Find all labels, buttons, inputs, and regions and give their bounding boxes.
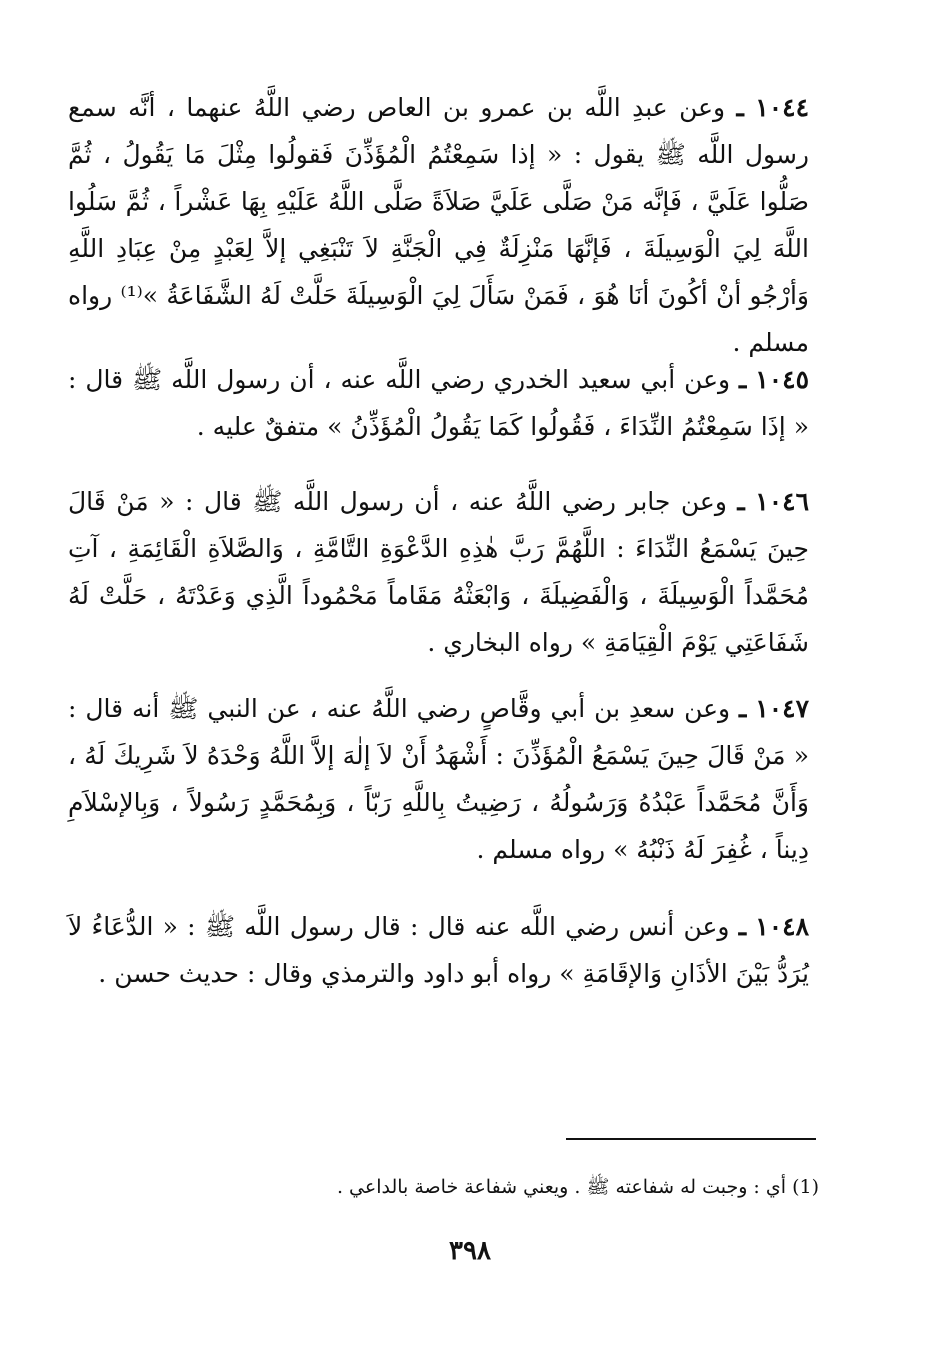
separator-dash: ـ <box>738 912 747 941</box>
hadith-text: وعن أنس رضي اللَّه عنه قال : قال رسول اللَّه ﷺ : « الدُّعَاءُ لاَ يُرَدُّ بَيْنَ الأذَانِ وَالإقَامَةِ » رواه أبو داود والترمذي وقال : حديث حسن . <box>68 912 809 988</box>
footnote-divider <box>566 1138 816 1140</box>
hadith-1047 <box>68 685 809 873</box>
separator-dash: ـ <box>736 93 744 122</box>
separator-dash: ـ <box>739 365 747 394</box>
hadith-number: ١٠٤٥ <box>755 365 809 394</box>
hadith-1046 <box>68 478 809 666</box>
hadith-1044 <box>68 84 809 366</box>
hadith-text: وعن أبي سعيد الخدري رضي اللَّه عنه ، أن رسول اللَّه ﷺ قال : « إذَا سَمِعْتُمُ النِّدَاءَ ، فَقُولُوا كَمَا يَقُولُ الْمُؤَذِّنُ » متفقٌ عليه . <box>68 365 809 441</box>
separator-dash: ـ <box>739 694 747 723</box>
hadith-text: وعن سعدِ بن أبي وقَّاصٍ رضي اللَّهُ عنه ، عن النبي ﷺ أنه قال : « مَنْ قَالَ حِينَ يَسْمَعُ الْمُؤَذِّنَ : أَشْهَدُ أَنْ لاَ إلٰهَ إلاَّ اللَّهُ وَحْدَهُ لاَ شَرِيكَ لَهُ ، وَأَنَّ مُحَمَّداً عَبْدُهُ وَرَسُولُهُ ، رَضِيتُ بِاللَّهِ رَبّاً ، وَبِمُحَمَّدٍ رَسُولاً ، وَبِالإسْلاَمِ دِيناً ، غُفِرَ لَهُ ذَنْبُهُ » رواه مسلم . <box>68 694 809 864</box>
hadith-1045 <box>68 356 809 450</box>
hadith-number: ١٠٤٦ <box>755 487 809 516</box>
page-number: ٣٩٨ <box>449 1236 491 1266</box>
hadith-text: وعن جابر رضي اللَّهُ عنه ، أن رسول اللَّه ﷺ قال : « مَنْ قَالَ حِينَ يَسْمَعُ النِّدَاءَ : اللَّهُمَّ رَبَّ هٰذِهِ الدَّعْوَةِ التَّامَّةِ ، وَالصَّلاَةِ الْقَائِمَةِ ، آتِ مُحَمَّداً الْوَسِيلَةَ ، وَالْفَضِيلَةَ ، وَابْعَثْهُ مَقَاماً مَحْمُوداً الَّذِي وَعَدْتَهُ ، حَلَّتْ لَهُ شَفَاعَتِي يَوْمَ الْقِيَامَةِ » رواه البخاري . <box>68 487 809 657</box>
separator-dash: ـ <box>737 487 745 516</box>
footnote: (1) أي : وجبت له شفاعته ﷺ . ويعني شفاعة خاصة بالداعي . <box>336 1176 819 1198</box>
hadith-number: ١٠٤٨ <box>755 912 810 941</box>
hadith-1048 <box>68 903 809 997</box>
hadith-number: ١٠٤٧ <box>755 694 810 723</box>
hadith-number: ١٠٤٤ <box>755 93 809 122</box>
hadith-text: وعن عبدِ اللَّه بن عمرو بن العاص رضي اللَّهُ عنهما ، أنَّه سمع رسول اللَّه ﷺ يقول : « إذا سَمِعْتُمُ الْمُؤَذِّنَ فَقولُوا مِثْلَ مَا يَقُولُ ، ثُمَّ صَلُّوا عَلَيَّ ، فَإنَّه مَنْ صَلَّى عَلَيَّ صَلاَةً صَلَّى اللَّهُ عَلَيْهِ بِهَا عَشْراً ، ثُمَّ سَلُوا اللَّهَ لِيَ الْوَسِيلَةَ ، فَإنَّهَا مَنْزِلَةٌ فِي الْجَنَّةِ لاَ تَنْبَغِي إلاَّ لِعَبْدٍ مِنْ عِبَادِ اللَّهِ وَأرْجُو أنْ أكُونَ أنَا هُوَ ، فَمَنْ سَأَلَ لِيَ الْوَسِيلَةَ حَلَّتْ لَهُ الشَّفَاعَةُ »⁽¹⁾ رواه مسلم . <box>68 93 809 357</box>
